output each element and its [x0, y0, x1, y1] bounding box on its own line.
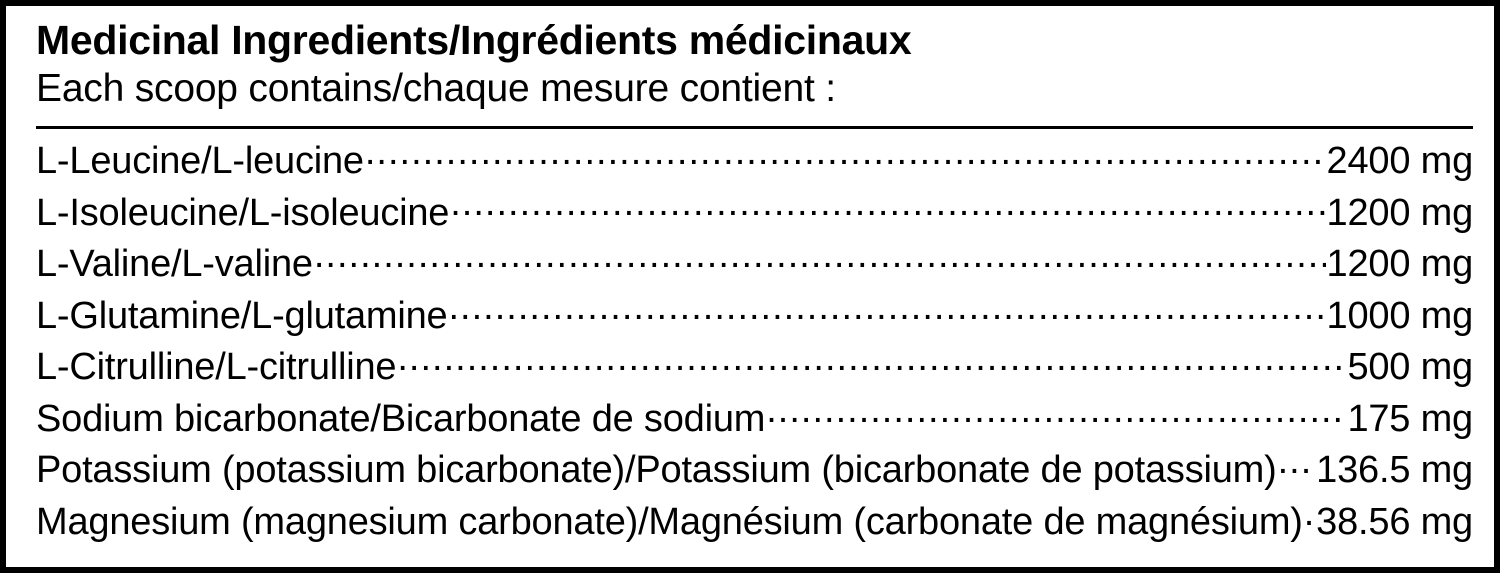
ingredient-amount: 2400 mg	[1326, 140, 1473, 183]
dot-leader	[449, 290, 1326, 328]
dot-leader	[1304, 496, 1315, 534]
ingredient-row	[36, 496, 1473, 548]
ingredient-amount: 1200 mg	[1326, 191, 1473, 234]
ingredient-name: L-Valine/L-valine	[36, 243, 313, 286]
ingredient-amount: 38.56 mg	[1316, 500, 1473, 543]
ingredient-row	[36, 187, 1473, 239]
dot-leader	[314, 238, 1326, 276]
ingredient-name: Sodium bicarbonate/Bicarbonate de sodium	[36, 397, 766, 440]
ingredient-name: L-Glutamine/L-glutamine	[36, 294, 448, 337]
ingredient-row	[36, 444, 1473, 496]
dot-leader	[397, 341, 1346, 379]
panel-subtitle: Each scoop contains/chaque mesure contient :	[36, 67, 836, 111]
ingredient-row	[36, 393, 1473, 445]
ingredient-amount: 1000 mg	[1326, 294, 1473, 337]
panel-content	[36, 16, 1473, 547]
dot-leader	[450, 187, 1325, 225]
ingredient-row	[36, 238, 1473, 290]
ingredient-name: L-Leucine/L-leucine	[36, 140, 364, 183]
dot-leader	[766, 393, 1346, 431]
panel-title: Medicinal Ingredients/Ingrédients médicinaux	[36, 17, 912, 63]
ingredient-row	[36, 290, 1473, 342]
title-divider	[36, 126, 1473, 129]
ingredient-name: Magnesium (magnesium carbonate)/Magnésium (carbonate de magnésium)	[36, 500, 1303, 543]
ingredient-list	[36, 135, 1473, 547]
ingredient-name: L-Citrulline/L-citrulline	[36, 346, 397, 389]
ingredient-name: Potassium (potassium bicarbonate)/Potassium (bicarbonate de potassium)	[36, 449, 1277, 492]
ingredient-amount: 136.5 mg	[1316, 449, 1473, 492]
ingredient-amount: 1200 mg	[1326, 243, 1473, 286]
ingredient-row	[36, 341, 1473, 393]
ingredient-amount: 175 mg	[1347, 397, 1473, 440]
dot-leader	[365, 135, 1326, 173]
ingredient-name: L-Isoleucine/L-isoleucine	[36, 191, 450, 234]
dot-leader	[1278, 444, 1316, 482]
ingredient-row	[36, 135, 1473, 187]
ingredient-amount: 500 mg	[1347, 346, 1473, 389]
